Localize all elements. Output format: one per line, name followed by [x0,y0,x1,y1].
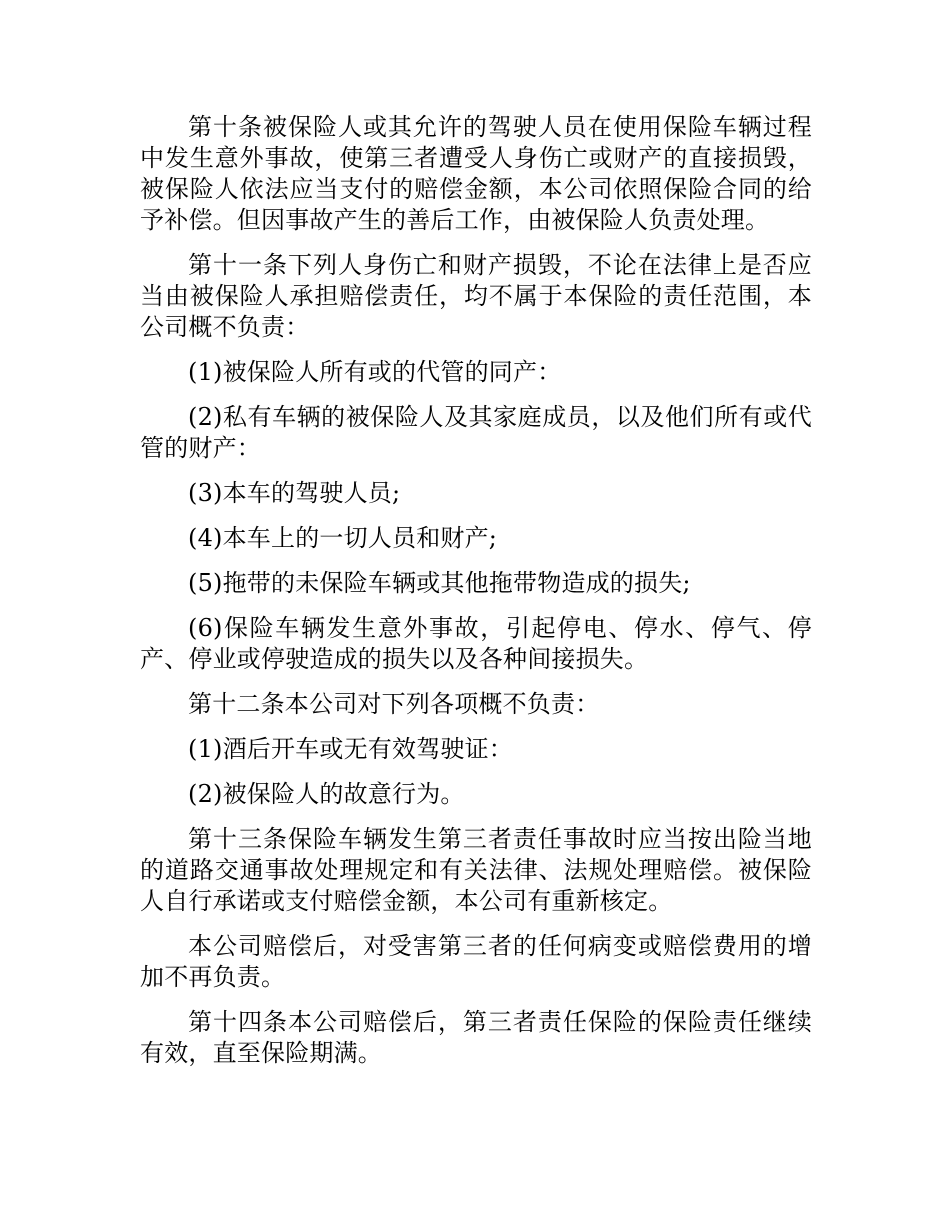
article-11-item-2: (2)私有车辆的被保险人及其家庭成员，以及他们所有或代管的财产： [140,403,812,462]
article-11-item-4: (4)本车上的一切人员和财产; [188,524,498,552]
article-12-item-1: (1)酒后开车或无有效驾驶证： [188,735,513,763]
article-11-item-3: (3)本车的驾驶人员; [188,479,401,507]
article-10-paragraph: 第十条被保险人或其允许的驾驶人员在使用保险车辆过程中发生意外事故，使第三者遭受人身伤亡或财产的直接损毁，被保险人依法应当支付的赔偿金额，本公司依照保险合同的给予补偿。但因事故产生的善后工作，由被保险人负责处理。 [140,113,812,234]
article-12-item-2: (2)被保险人的故意行为。 [188,780,465,808]
article-14-paragraph: 第十四条本公司赔偿后，第三者责任保险的保险责任继续有效，直至保险期满。 [140,1008,812,1067]
article-13-paragraph: 第十三条保险车辆发生第三者责任事故时应当按出险当地的道路交通事故处理规定和有关法律、法规处理赔偿。被保险人自行承诺或支付赔偿金额，本公司有重新核定。 [140,825,812,915]
article-13-continuation: 本公司赔偿后，对受害第三者的任何病变或赔偿费用的增加不再负责。 [140,932,812,991]
article-11-item-5: (5)拖带的未保险车辆或其他拖带物造成的损失; [188,569,691,597]
document-page [140,112,812,1083]
article-12-paragraph: 第十二条本公司对下列各项概不负责： [188,690,600,718]
article-11-item-6: (6)保险车辆发生意外事故，引起停电、停水、停气、停产、停业或停驶造成的损失以及各种间接损失。 [140,614,812,673]
article-11-item-1: (1)被保险人所有或的代管的同产： [188,358,562,386]
article-11-paragraph: 第十一条下列人身伤亡和财产损毁，不论在法律上是否应当由被保险人承担赔偿责任，均不属于本保险的责任范围，本公司概不负责： [140,251,812,341]
